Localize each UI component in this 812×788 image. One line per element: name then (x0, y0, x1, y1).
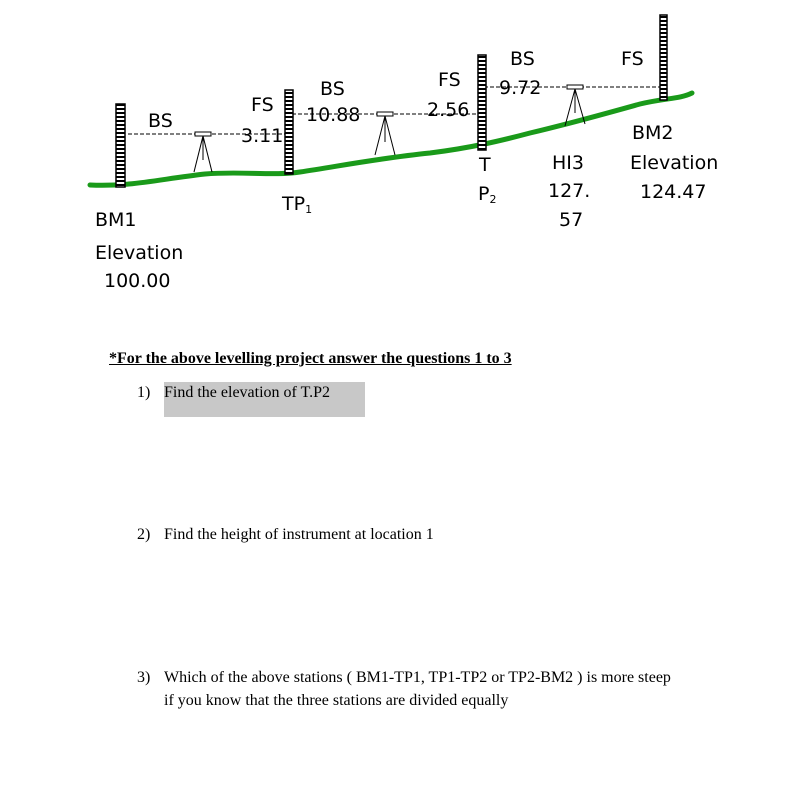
tp1-name: TP (282, 193, 306, 215)
bm2-elevation-label: Elevation (630, 152, 719, 174)
questions-heading: *For the above levelling project answer the questions 1 to 3 (109, 350, 512, 367)
question-3-text-line1: Which of the above stations ( BM1-TP1, TP1-TP2 or TP2-BM2 ) is more steep (164, 669, 671, 686)
bs3-label: BS (510, 48, 535, 70)
question-3-text-line2: if you know that the three stations are divided equally (164, 692, 509, 709)
tp2-name: P (478, 183, 490, 205)
tp2-bottom-label (478, 185, 496, 205)
question-2-text: Find the height of instrument at location 1 (164, 526, 434, 543)
bm2-elevation-value: 124.47 (640, 181, 707, 203)
fs2-value: 2.56 (427, 99, 470, 121)
tp1-label (282, 195, 312, 215)
tp1-sub: 1 (305, 203, 313, 216)
bs2-value: 10.88 (306, 104, 361, 126)
staff-tp2 (478, 55, 486, 150)
bs3-value: 9.72 (499, 77, 542, 99)
tripod-1 (194, 132, 212, 172)
bm1-name: BM1 (95, 209, 137, 231)
hi3-value-line1: 127. (548, 180, 591, 202)
hi3-value-line2: 57 (559, 209, 584, 231)
tp2-top-label: T (479, 154, 491, 176)
bs2-label: BS (320, 78, 345, 100)
question-2-number: 2) (137, 526, 151, 543)
tripod-2 (375, 112, 395, 155)
hi3-label: HI3 (552, 152, 584, 174)
question-1-number: 1) (137, 384, 151, 401)
staff-bm2 (660, 15, 667, 100)
fs1-value: 3.11 (241, 125, 284, 147)
staff-tp1 (285, 90, 293, 174)
bm1-elevation-label: Elevation (95, 242, 184, 264)
tp2-sub: 2 (489, 193, 497, 206)
bs1-label: BS (148, 110, 173, 132)
question-1-text (164, 382, 365, 417)
fs2-label: FS (438, 69, 461, 91)
bm2-name: BM2 (632, 122, 674, 144)
bm1-elevation-value: 100.00 (104, 270, 171, 292)
staff-bm1 (116, 104, 125, 187)
question-3-number: 3) (137, 669, 151, 686)
question-1-text-content: Find the elevation of T.P2 (164, 384, 331, 401)
fs3-label: FS (621, 48, 644, 70)
fs1-label: FS (251, 94, 274, 116)
